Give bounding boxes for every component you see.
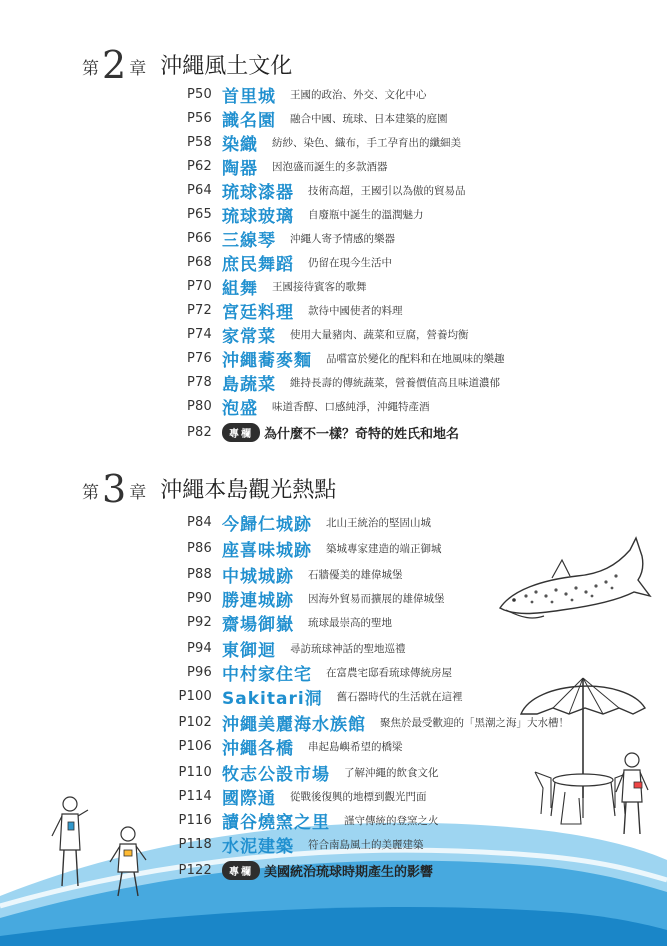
entry-description: 符合南島風土的美麗建築: [308, 838, 424, 851]
entry-title: 泡盛: [222, 398, 258, 419]
page-number: P110: [178, 764, 212, 780]
page-number: P78: [187, 374, 212, 390]
toc-entry[interactable]: [160, 394, 430, 418]
entry-description: 舊石器時代的生活就在這裡: [336, 690, 463, 703]
entry-title: 座喜味城跡: [222, 540, 312, 561]
page-number: P102: [178, 714, 212, 730]
toc-entry[interactable]: [160, 734, 403, 758]
page-number: P114: [178, 788, 212, 804]
entry-description: 串起島嶼希望的橋梁: [308, 740, 403, 753]
tourist-icon: [612, 750, 652, 840]
page-number: P88: [187, 566, 212, 582]
entry-title: 沖繩蕎麥麵: [222, 350, 312, 371]
tourist-icon: [40, 790, 170, 900]
entry-title: 島蔬菜: [222, 374, 276, 395]
entry-title: 陶器: [222, 158, 258, 179]
page-number: P64: [187, 182, 212, 198]
entry-description: 使用大量豬肉、蔬菜和豆腐，營養均衡: [290, 328, 469, 341]
entry-description: 王國接待賓客的歌舞: [272, 280, 367, 293]
entry-description: 從戰後復興的地標到觀光門面: [290, 790, 427, 803]
page-number: P90: [187, 590, 212, 606]
entry-description: 因海外貿易而擴展的雄偉城堡: [308, 592, 445, 605]
page-number: P92: [187, 614, 212, 630]
column-title: 為什麼不一樣？奇特的姓氏和地名: [264, 426, 460, 442]
toc-entry[interactable]: [160, 660, 452, 684]
page-number: P96: [187, 664, 212, 680]
entry-description: 仍留在現今生活中: [308, 256, 392, 269]
page-number: P65: [187, 206, 212, 222]
page-number: P76: [187, 350, 212, 366]
entry-title: 中村家住宅: [222, 664, 312, 685]
page-number: P86: [187, 540, 212, 556]
entry-title: 琉球玻璃: [222, 206, 294, 227]
entry-title: 家常菜: [222, 326, 276, 347]
column-badge: 專欄: [222, 423, 260, 442]
toc-entry[interactable]: [160, 760, 439, 784]
toc-entry[interactable]: [160, 370, 500, 394]
page-number: P72: [187, 302, 212, 318]
entry-description: 聚焦於最受歡迎的「黑潮之海」大水槽！: [380, 716, 569, 729]
page-number: P68: [187, 254, 212, 270]
entry-title: 讀谷燒窯之里: [222, 812, 330, 833]
chapter-prefix: 第: [82, 59, 99, 79]
entry-description: 沖繩人寄予情感的樂器: [290, 232, 395, 245]
toc-entry[interactable]: [160, 510, 431, 534]
entry-description: 味道香醇、口感純淨，沖繩特產酒: [272, 400, 430, 413]
entry-title: 東御迴: [222, 640, 276, 661]
chapter-number: 3: [102, 467, 127, 511]
page-number: P82: [187, 424, 212, 440]
toc-entry[interactable]: [160, 298, 403, 322]
page-number: P50: [187, 86, 212, 102]
entry-title: 三線琴: [222, 230, 276, 251]
toc-entry[interactable]: [160, 130, 461, 154]
entry-title: 首里城: [222, 86, 276, 107]
toc-entry[interactable]: [160, 226, 395, 250]
entry-description: 了解沖繩的飲食文化: [344, 766, 439, 779]
entry-title: 牧志公設市場: [222, 764, 330, 785]
entry-description: 在富農宅邸看琉球傳統房屋: [326, 666, 452, 679]
chapter-prefix: 第: [82, 483, 99, 503]
page-number: P70: [187, 278, 212, 294]
toc-entry[interactable]: [160, 202, 424, 226]
entry-description: 紡紗、染色、織布，手工孕育出的纖細美: [272, 136, 461, 149]
page-number: P106: [178, 738, 212, 754]
entry-title: 染織: [222, 134, 258, 155]
page-number: P56: [187, 110, 212, 126]
entry-description: 維持長壽的傳統蔬菜，營養價值高且味道濃郁: [290, 376, 500, 389]
entry-title: 齋場御嶽: [222, 614, 294, 635]
entry-description: 北山王統治的堅固山城: [326, 516, 431, 529]
chapter-number: 2: [102, 43, 127, 87]
entry-title: 今歸仁城跡: [222, 514, 312, 535]
page-number: P74: [187, 326, 212, 342]
toc-entry[interactable]: [160, 536, 442, 560]
chapter-title: 沖繩風土文化: [160, 54, 293, 79]
page-number: P84: [187, 514, 212, 530]
entry-title: 勝連城跡: [222, 590, 294, 611]
entry-title: 中城城跡: [222, 566, 294, 587]
page-number: P80: [187, 398, 212, 414]
chapter-suffix: 章: [129, 59, 147, 79]
toc-entry[interactable]: [160, 636, 406, 660]
toc-entry[interactable]: [160, 82, 427, 106]
entry-description: 王國的政治、外交、文化中心: [290, 88, 427, 101]
toc-entry[interactable]: [160, 784, 427, 808]
entry-title: 沖繩各橋: [222, 738, 294, 759]
toc-entry[interactable]: [160, 250, 392, 274]
page-number: P116: [178, 812, 212, 828]
entry-description: 琉球最崇高的聖地: [308, 616, 392, 629]
toc-entry[interactable]: [160, 154, 388, 178]
toc-entry[interactable]: [160, 832, 424, 856]
entry-title: 宮廷料理: [222, 302, 294, 323]
toc-entry[interactable]: [160, 322, 469, 346]
entry-description: 築城專家建造的端正御城: [326, 542, 442, 555]
entry-title: 識名園: [222, 110, 276, 131]
toc-entry[interactable]: [160, 274, 367, 298]
entry-description: 品嚐富於變化的配料和在地風味的樂趣: [326, 352, 505, 365]
toc-entry[interactable]: [160, 710, 569, 734]
page-number: P118: [178, 836, 212, 852]
entry-description: 石牆優美的雄偉城堡: [308, 568, 403, 581]
entry-description: 款待中國使者的料理: [308, 304, 403, 317]
chapter-suffix: 章: [129, 483, 147, 503]
entry-title: Sakitari洞: [222, 688, 323, 709]
entry-title: 琉球漆器: [222, 182, 294, 203]
page-number: P62: [187, 158, 212, 174]
toc-entry[interactable]: [160, 586, 445, 610]
chapter-heading: [82, 43, 293, 87]
chapter-heading: [82, 467, 337, 511]
entry-title: 國際通: [222, 788, 276, 809]
entry-description: 尋訪琉球神話的聖地巡禮: [290, 642, 406, 655]
toc-entry[interactable]: [160, 178, 466, 202]
entry-title: 庶民舞蹈: [222, 254, 294, 275]
entry-description: 謹守傳統的登窯之火: [344, 814, 439, 827]
entry-title: 水泥建築: [222, 836, 294, 857]
column-badge: 專欄: [222, 861, 260, 880]
column-title: 美國統治琉球時期產生的影響: [264, 864, 434, 880]
page-number: P58: [187, 134, 212, 150]
page-number: P66: [187, 230, 212, 246]
entry-description: 融合中國、琉球、日本建築的庭園: [290, 112, 448, 125]
toc-entry[interactable]: [160, 808, 439, 832]
whale-shark-icon: [492, 530, 652, 630]
toc-entry[interactable]: [160, 684, 463, 708]
toc-entry[interactable]: [160, 346, 505, 370]
entry-description: 因泡盛而誕生的多款酒器: [272, 160, 388, 173]
entry-description: 自廢瓶中誕生的溫潤魅力: [308, 208, 424, 221]
page-number: P94: [187, 640, 212, 656]
chapter-title: 沖繩本島觀光熱點: [160, 478, 337, 503]
toc-entry[interactable]: [160, 610, 392, 634]
entry-description: 技術高超，王國引以為傲的貿易品: [308, 184, 466, 197]
toc-column-entry[interactable]: [160, 420, 459, 444]
page-number: P122: [178, 862, 212, 878]
toc-column-entry[interactable]: [160, 858, 433, 882]
toc-entry[interactable]: [160, 106, 448, 130]
page-number: P100: [178, 688, 212, 704]
toc-entry[interactable]: [160, 562, 403, 586]
entry-title: 沖繩美麗海水族館: [222, 714, 366, 735]
entry-title: 組舞: [222, 278, 258, 299]
